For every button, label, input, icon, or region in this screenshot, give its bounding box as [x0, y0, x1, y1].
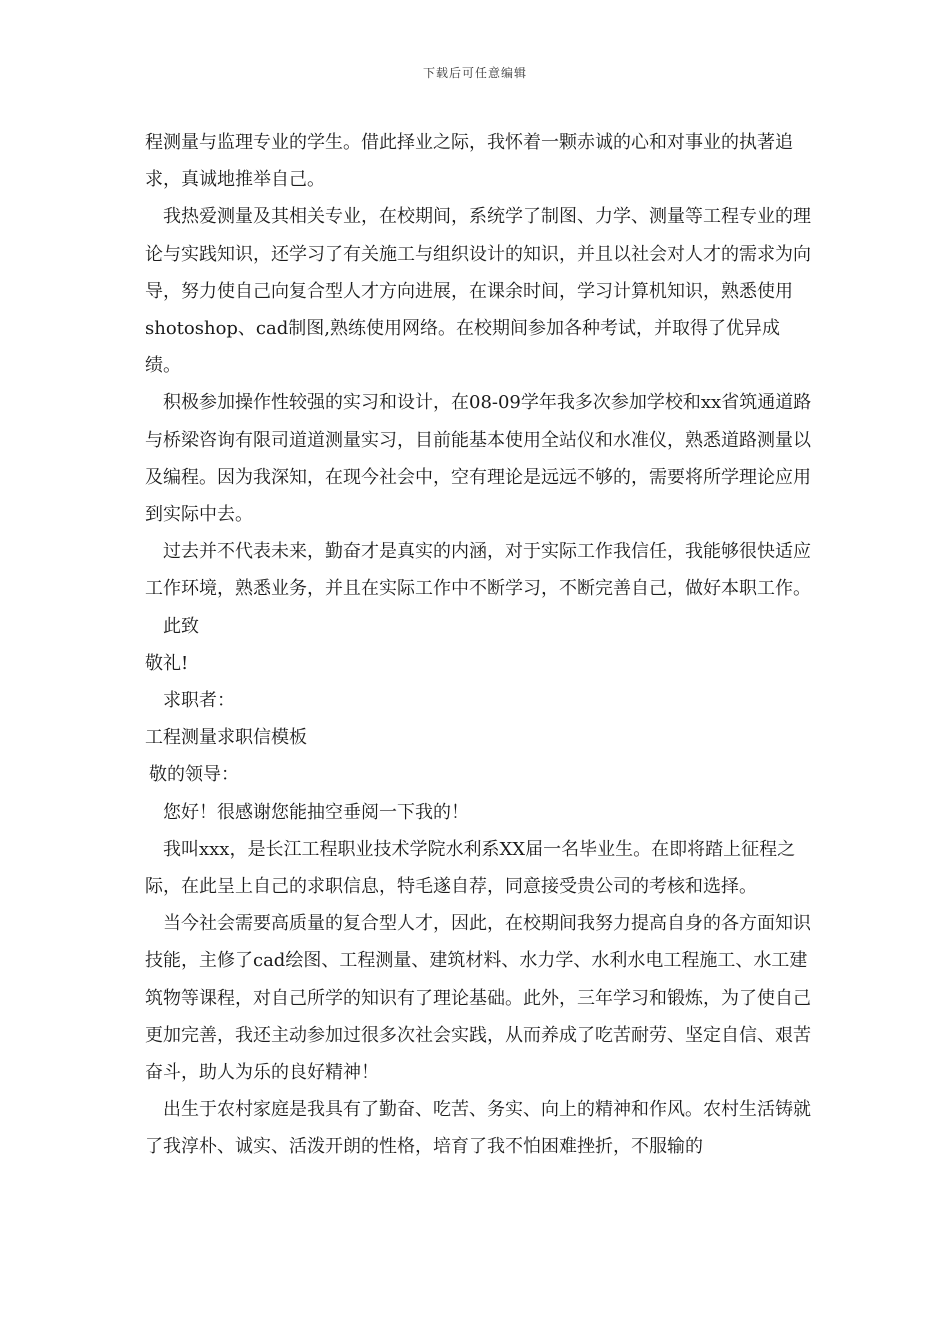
closing-regards: 敬礼! — [145, 652, 189, 674]
paragraph-intro-continued: 程测量与监理专业的学生。借此择业之际，我怀着一颗赤诚的心和对事业的执著追求，真诚地推举自己。 — [145, 132, 793, 191]
paragraph-future: 过去并不代表未来，勤奋才是真实的内涵，对于实际工作我信任，我能够很快适应工作环境，熟悉业务，并且在实际工作中不断学习，不断完善自己，做好本职工作。 — [145, 541, 811, 600]
paragraph-self-intro: 我叫xxx，是长江工程职业技术学院水利系XX届一名毕业生。在即将踏上征程之际，在此呈上自己的求职信息，特毛遂自荐，同意接受贵公司的考核和选择。 — [145, 838, 796, 898]
page-header: 下载后可任意编辑 — [422, 66, 527, 80]
template-title: 工程测量求职信模板 — [145, 727, 307, 749]
letter-greeting: 敬的领导： — [149, 764, 239, 786]
document-body — [145, 124, 813, 1166]
paragraph-background: 出生于农村家庭是我具有了勤奋、吃苦、务实、向上的精神和作风。农村生活铸就了我淳朴、诚实、活泼开朗的性格，培育了我不怕困难挫折，不服输的 — [145, 1099, 811, 1158]
paragraph-hello: 您好！很感谢您能抽空垂阅一下我的！ — [163, 801, 469, 823]
paragraph-skills: 当今社会需要高质量的复合型人才，因此，在校期间我努力提高自身的各方面知识技能，主修了cad绘图、工程测量、建筑材料、水力学、水利水电工程施工、水工建筑物等课程，对自己所学的知识有了理论基础。此外，三年学习和锻炼，为了使自己更加完善，我还主动参加过很多次社会实践，从而养成了吃苦耐劳、坚定自信、艰苦奋斗，助人为乐的良好精神！ — [145, 913, 811, 1084]
closing-salutation: 此致 — [163, 615, 199, 637]
signature-label: 求职者： — [163, 690, 235, 712]
paragraph-major-study: 我热爱测量及其相关专业，在校期间，系统学了制图、力学、测量等工程专业的理论与实践知识，还学习了有关施工与组织设计的知识，并且以社会对人才的需求为向导，努力使自己向复合型人才方向进展，在课余时间，学习计算机知识，熟悉使用shotoshop、cad制图,熟练使用网络。在校期间参加各种考试，并取得了优异成绩。 — [145, 206, 811, 377]
paragraph-internship: 积极参加操作性较强的实习和设计，在08-09学年我多次参加学校和xx省筑通道路与桥梁咨询有限司道道测量实习，目前能基本使用全站仪和水准仪，熟悉道路测量以及编程。因为我深知，在现今社会中，空有理论是远远不够的，需要将所学理论应用到实际中去。 — [145, 392, 812, 526]
